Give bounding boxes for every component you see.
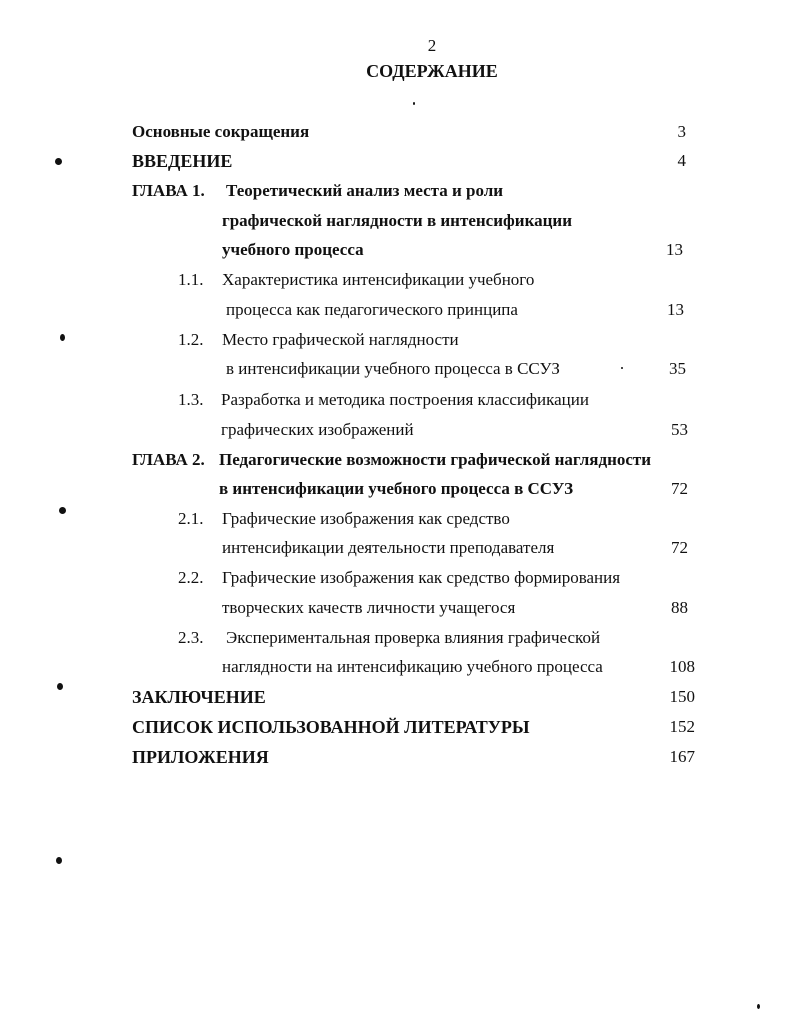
toc-s12-page: 35: [669, 359, 686, 378]
scan-speck: [413, 102, 415, 105]
scan-speck: [757, 1004, 760, 1009]
scan-speck: [55, 158, 62, 165]
toc-s13-line1: Разработка и методика построения классификации: [221, 390, 589, 409]
scan-speck: [60, 334, 65, 341]
toc-s12-line2: в интенсификации учебного процесса в ССУЗ: [226, 359, 560, 378]
toc-app-page: 167: [669, 747, 695, 766]
toc-s12-line1: Место графической наглядности: [222, 330, 459, 349]
toc-s22-line2: творческих качеств личности учащегося: [222, 598, 516, 617]
toc-ch2-line1: Педагогические возможности графической наглядности: [219, 450, 652, 469]
toc-s21-page: 72: [671, 538, 688, 557]
toc-s11-line2: процесса как педагогического принципа: [226, 300, 518, 319]
toc-ch2-num: ГЛАВА 2.: [132, 450, 205, 469]
toc-s12-num: 1.2.: [178, 330, 204, 349]
toc-s13-num: 1.3.: [178, 390, 204, 409]
toc-ch2-line2: в интенсификации учебного процесса в ССУЗ: [219, 479, 574, 498]
toc-s11-num: 1.1.: [178, 270, 204, 289]
page-title: СОДЕРЖАНИЕ: [366, 61, 498, 81]
toc-s23-line1: Экспериментальная проверка влияния графической: [226, 628, 601, 647]
toc-s23-page: 108: [669, 657, 695, 676]
toc-app-label: ПРИЛОЖЕНИЯ: [132, 747, 269, 767]
toc-s23-line2: наглядности на интенсификацию учебного процесса: [222, 657, 603, 676]
toc-ch2-page: 72: [671, 479, 688, 498]
toc-s22-line1: Графические изображения как средство формирования: [222, 568, 621, 587]
toc-intro-page: 4: [677, 151, 686, 170]
toc-s21-line1: Графические изображения как средство: [222, 509, 510, 528]
toc-s11-page: 13: [667, 300, 684, 319]
toc-ch1-line3: учебного процесса: [222, 240, 364, 259]
toc-ch1-line2: графической наглядности в интенсификации: [222, 211, 572, 230]
toc-abbr-label: Основные сокращения: [132, 122, 310, 141]
toc-abbr-page: 3: [677, 122, 686, 141]
scan-speck: [56, 857, 62, 864]
toc-s21-num: 2.1.: [178, 509, 204, 528]
scan-speck: [621, 367, 623, 369]
toc-s13-line2: графических изображений: [221, 420, 414, 439]
page-number: 2: [427, 36, 437, 55]
toc-s23-num: 2.3.: [178, 628, 204, 647]
toc-concl-label: ЗАКЛЮЧЕНИЕ: [132, 687, 266, 707]
toc-lit-label: СПИСОК ИСПОЛЬЗОВАННОЙ ЛИТЕРАТУРЫ: [132, 717, 530, 737]
toc-s21-line2: интенсификации деятельности преподавателя: [222, 538, 555, 557]
toc-ch1-page: 13: [666, 240, 683, 259]
toc-s11-line1: Характеристика интенсификации учебного: [222, 270, 535, 289]
scan-speck: [59, 507, 66, 514]
toc-intro-label: ВВЕДЕНИЕ: [132, 151, 233, 171]
toc-s22-page: 88: [671, 598, 688, 617]
toc-concl-page: 150: [669, 687, 695, 706]
scan-speck: [57, 683, 63, 690]
toc-lit-page: 152: [669, 717, 695, 736]
toc-s22-num: 2.2.: [178, 568, 204, 587]
toc-ch1-num: ГЛАВА 1.: [132, 181, 205, 200]
toc-ch1-line1: Теоретический анализ места и роли: [226, 181, 504, 200]
toc-s13-page: 53: [671, 420, 688, 439]
